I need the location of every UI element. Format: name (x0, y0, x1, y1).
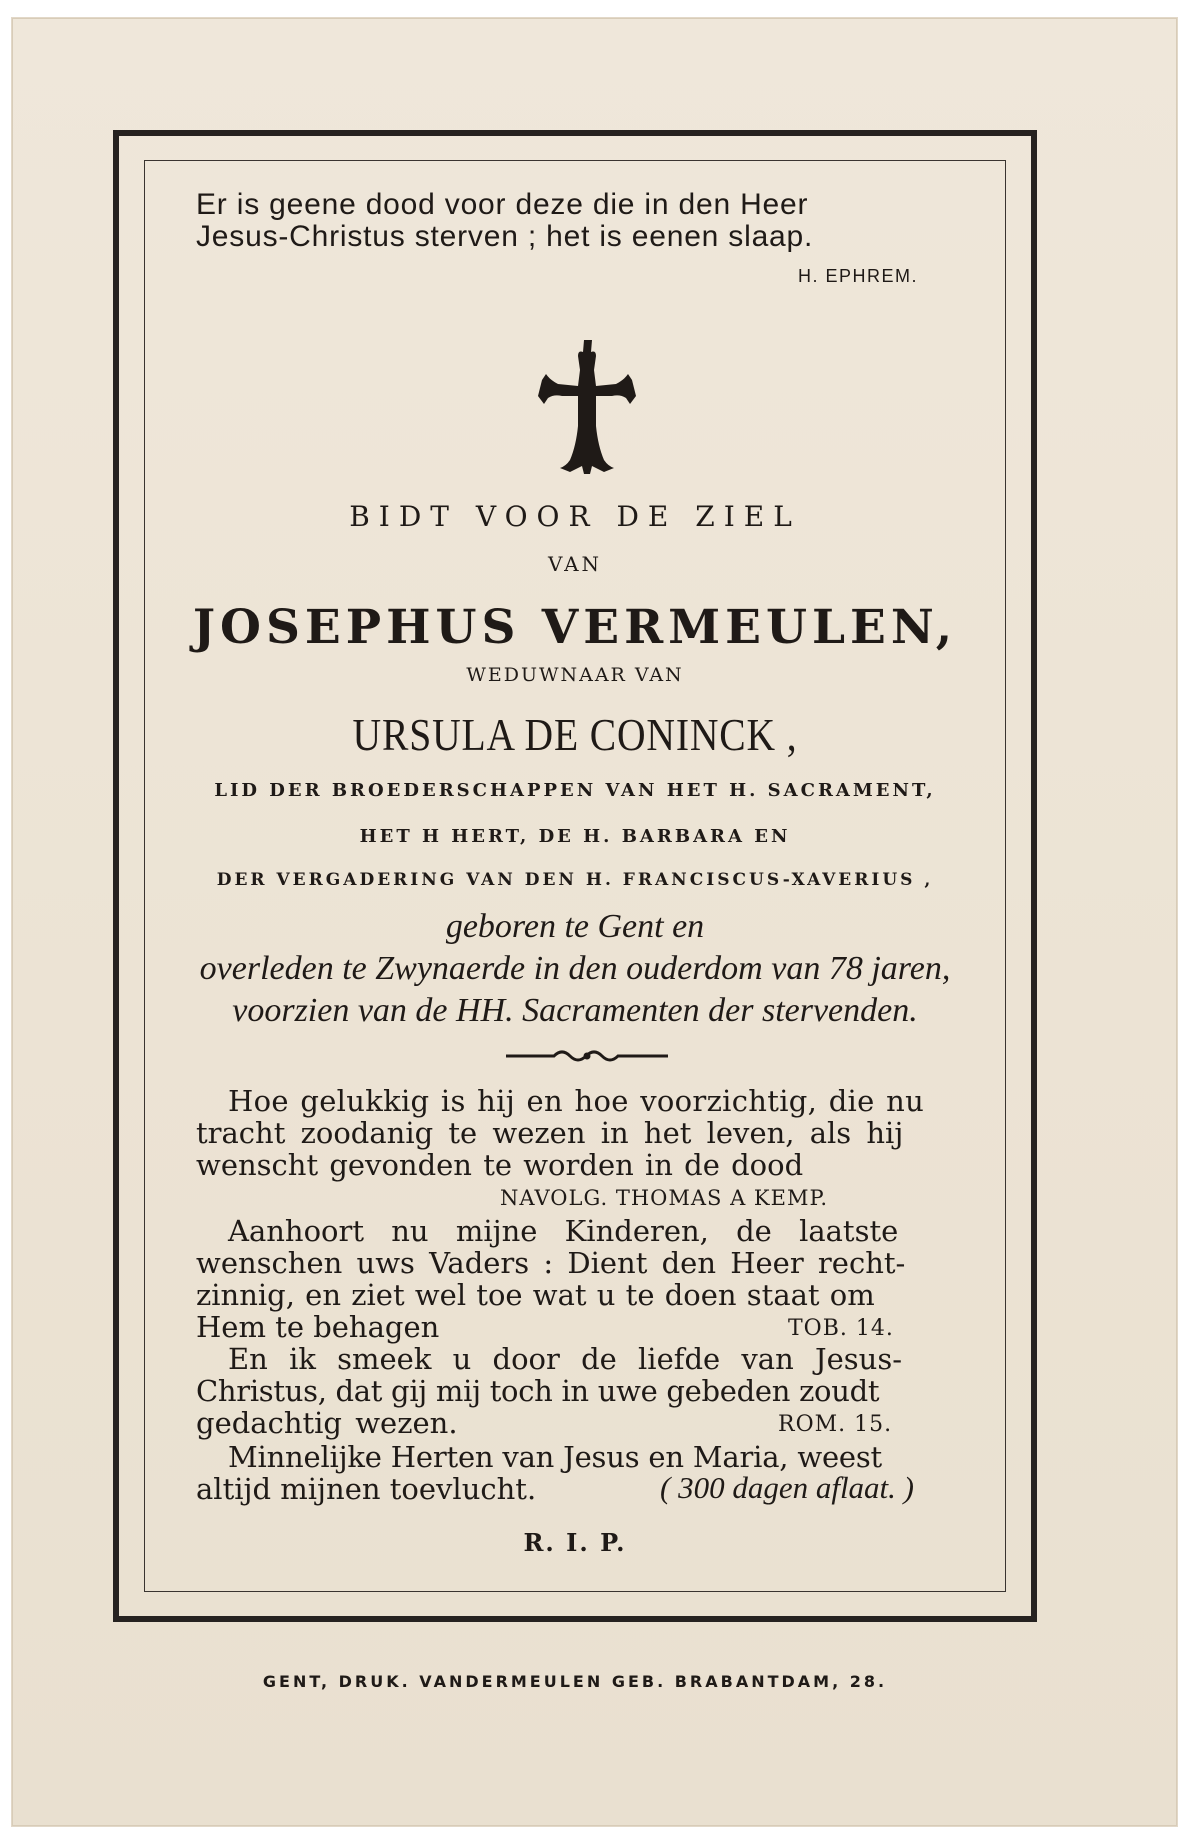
membership-line-1: LID DER BROEDERSCHAPPEN VAN HET H. SACRAMENT, (214, 780, 936, 801)
epigraph-line-1: Er is geene dood voor deze die in den Heer (196, 188, 809, 221)
van-label: VAN (547, 552, 603, 576)
cross-icon (534, 336, 640, 476)
spouse-name: URSULA DE CONINCK , (352, 709, 798, 760)
death-line: overleden te Zwynaerde in den ouderdom van 78 jaren, (199, 950, 951, 987)
sacraments-line: voorzien van de HH. Sacramenten der stervenden. (232, 992, 918, 1029)
birth-line: geboren te Gent en (445, 908, 705, 945)
quote-3-line-3: gedachtig wezen. (196, 1406, 458, 1440)
quote-3-line-1: En ik smeek u door de liefde van Jesus- (228, 1342, 903, 1376)
quote-3-attribution: ROM. 15. (778, 1412, 893, 1437)
quote-1-line-1: Hoe gelukkig is hij en hoe voorzichtig, die nu (228, 1084, 925, 1118)
epigraph-line-2: Jesus-Christus sterven ; het is eenen slaap. (196, 220, 814, 253)
quote-4-line-1: Minnelijke Herten van Jesus en Maria, weest (228, 1440, 883, 1474)
quote-2-line-4: Hem te behagen (196, 1310, 440, 1344)
quote-2-line-1: Aanhoort nu mijne Kinderen, de laatste (228, 1214, 899, 1248)
quote-4-line-2a: altijd mijnen toevlucht. (196, 1472, 537, 1506)
membership-line-3: DER VERGADERING VAN DEN H. FRANCISCUS-XAVERIUS , (216, 870, 934, 890)
deceased-name: JOSEPHUS VERMEULEN, (192, 600, 958, 655)
membership-line-2: HET H HERT, DE H. BARBARA EN (359, 826, 791, 847)
printer-imprint: GENT, DRUK. VANDERMEULEN GEB. BRABANTDAM, 28. (262, 1672, 888, 1691)
epigraph-attribution: H. EPHREM. (798, 266, 919, 286)
indulgence-note: ( 300 dagen aflaat. ) (660, 1470, 914, 1505)
quote-2-line-2: wenschen uws Vaders : Dient den Heer recht- (196, 1246, 906, 1280)
quote-2-attribution: TOB. 14. (788, 1316, 894, 1341)
quote-3-line-2: Christus, dat gij mij toch in uwe gebeden zoudt (196, 1374, 880, 1408)
prayer-heading: BIDT VOOR DE ZIEL (349, 500, 801, 533)
quote-1-line-2: tracht zoodanig te wezen in het leven, als hij (196, 1116, 904, 1150)
widower-label: WEDUWNAAR VAN (466, 664, 684, 686)
quote-2-line-3: zinnig, en ziet wel toe wat u te doen staat om (196, 1278, 875, 1312)
quote-1-line-3: wenscht gevonden te worden in de dood (196, 1148, 804, 1182)
rip-text: R. I. P. (523, 1528, 627, 1557)
ornamental-divider-icon (504, 1046, 670, 1066)
quote-1-attribution: NAVOLG. THOMAS A KEMP. (500, 1186, 829, 1210)
